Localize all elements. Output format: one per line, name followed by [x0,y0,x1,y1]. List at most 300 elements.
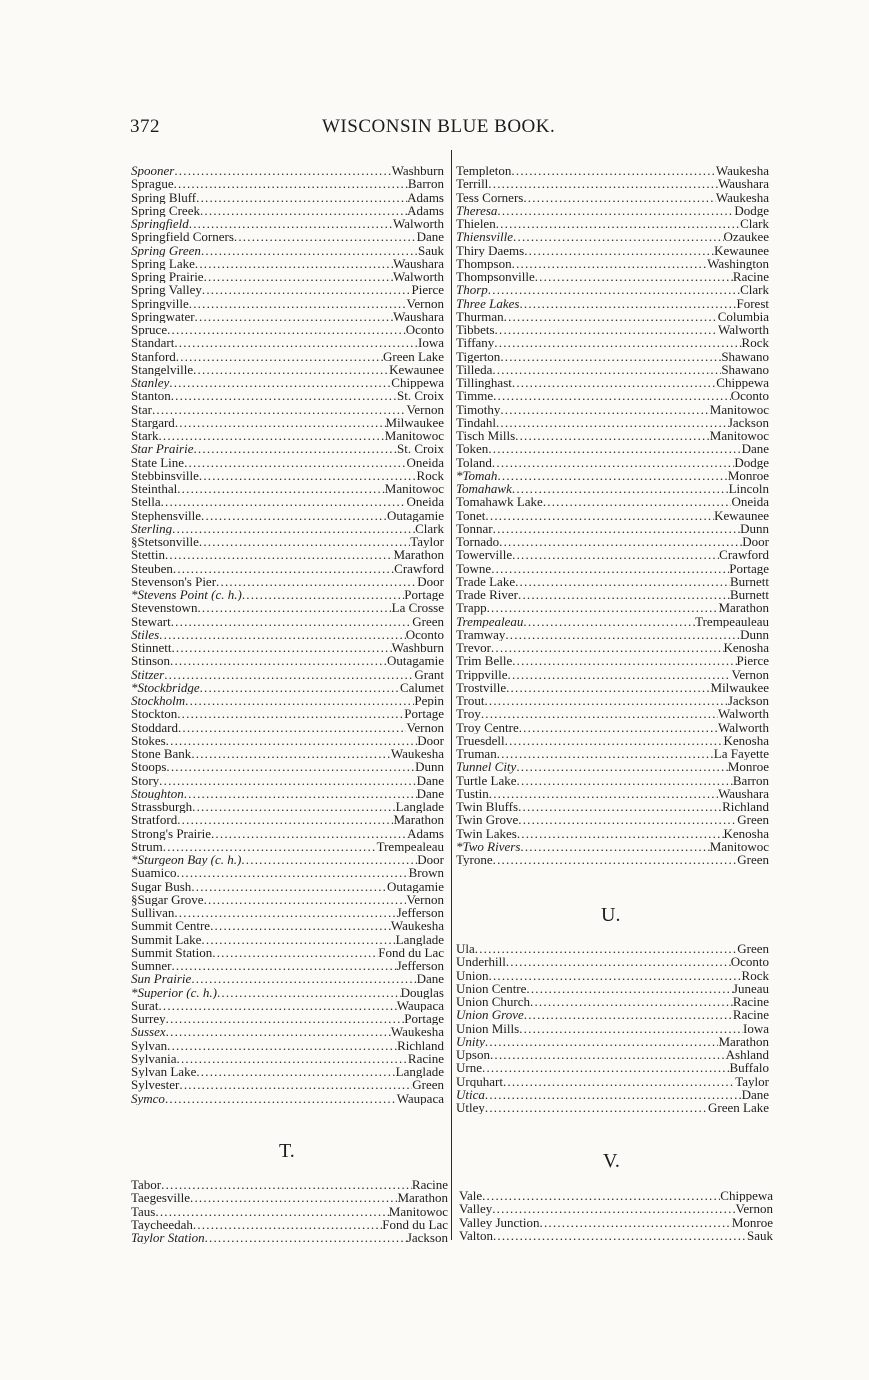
place-entry [131,707,444,720]
dot-leader [493,389,731,402]
place-name: Tustin [456,786,489,800]
book-title: WISCONSIN BLUE BOOK. [322,116,556,137]
place-entry [456,257,769,270]
place-entry [131,760,444,773]
place-name: Sylvester [131,1078,180,1092]
dot-leader [530,995,733,1008]
dot-leader [488,177,718,190]
county-name: Waushara [393,256,444,270]
place-name: Stone Bank [131,747,192,761]
place-name: Stargard [131,415,175,429]
place-name: Trade Lake [456,574,516,588]
place-entry [456,1075,769,1088]
county-name: Shawano [721,349,769,363]
place-name: Sylvan [131,1038,168,1052]
dot-leader [512,654,736,667]
county-name: Richland [722,800,769,814]
dot-leader [171,389,397,402]
county-name: Barron [732,773,769,787]
dot-leader [543,495,732,508]
page-number: 372 [130,116,160,137]
county-name: Waushara [718,786,769,800]
county-name: Jefferson [396,959,444,973]
place-name: Timothy [456,402,501,416]
place-name: Stangelville [131,362,194,376]
place-name: Stettin [131,548,165,562]
county-name: Ozaukee [723,230,769,244]
county-name: Adams [407,826,444,840]
county-name: Crawford [394,561,444,575]
county-name: Richland [397,1038,444,1052]
dot-leader [169,376,391,389]
place-entry [456,1022,769,1035]
place-entry [131,297,444,310]
county-name: Adams [407,190,444,204]
dot-leader [217,986,401,999]
county-name: Monroe [727,760,769,774]
county-name: St. Croix [397,389,444,403]
dot-leader [159,628,406,641]
dot-leader [192,800,395,813]
dot-leader [493,522,740,535]
place-entry [456,942,769,955]
county-name: Portage [404,588,444,602]
county-name: Manitowoc [709,429,769,443]
county-name: Waukesha [390,1025,444,1039]
place-name: Trade River [456,588,518,602]
place-name: Theresa [456,203,498,217]
section-v-list [459,1189,773,1242]
dot-leader [190,1191,397,1204]
dot-leader [166,1012,405,1025]
county-name: Door [417,574,444,588]
dot-leader [197,601,391,614]
place-name: Symco [131,1091,165,1105]
place-entry [456,469,769,482]
dot-leader [166,760,415,773]
place-name: Stitzer [131,667,165,681]
place-name: *Sturgeon Bay (c. h.) [131,853,242,867]
place-entry [131,1065,444,1078]
place-entry [456,694,769,707]
dot-leader [524,1008,733,1021]
place-name: Spooner [131,164,175,178]
place-entry [131,1025,444,1038]
dot-leader [491,641,724,654]
county-name: Kenosha [723,733,769,747]
place-entry [131,654,444,667]
place-entry [131,270,444,283]
place-entry [131,787,444,800]
county-name: Sauk [747,1228,773,1242]
county-name: Dane [416,230,444,244]
place-name: Spring Prairie [131,270,204,284]
place-name: Tiffany [456,336,495,350]
county-name: Milwaukee [385,415,444,429]
place-entry [131,283,444,296]
place-entry [456,1008,769,1021]
county-name: Washburn [391,164,444,178]
place-entry [456,1061,769,1074]
place-name: Spring Bluff [131,190,197,204]
county-name: Columbia [717,309,769,323]
dot-leader [241,853,417,866]
place-entry [131,469,444,482]
column-divider [451,150,452,1240]
place-name: Spring Valley [131,283,202,297]
county-name: Taylor [410,535,444,549]
dot-leader [489,787,718,800]
place-entry [131,389,444,402]
place-name: Trout [456,694,485,708]
county-name: Green [737,813,769,827]
place-name: Turtle Lake [456,773,517,787]
place-entry [131,575,444,588]
place-name: Tomahawk Lake [456,495,543,509]
place-entry [131,906,444,919]
dot-leader [497,204,734,217]
dot-leader [177,1052,408,1065]
county-name: Rock [741,968,769,982]
county-name: Walworth [718,323,769,337]
place-entry [456,456,769,469]
place-entry [456,204,769,217]
dot-leader [167,1039,397,1052]
place-name: Spring Lake [131,256,195,270]
place-entry [131,827,444,840]
place-entry [131,641,444,654]
dot-leader [193,363,389,376]
county-name: Kewaunee [714,243,769,257]
place-name: Tibbets [456,323,495,337]
place-entry [131,1178,448,1191]
county-name: Sauk [418,243,444,257]
county-name: Langlade [395,1065,444,1079]
dot-leader [171,641,391,654]
place-entry [456,628,769,641]
dot-leader [202,283,412,296]
dot-leader [515,575,730,588]
place-entry [131,800,444,813]
place-name: Valton [459,1228,493,1242]
place-name: Story [131,773,160,787]
dot-leader [496,416,728,429]
place-entry [459,1229,773,1242]
place-name: Stevenstown [131,601,198,615]
place-entry [456,270,769,283]
place-entry [456,191,769,204]
county-name: Kewaunee [714,508,769,522]
place-name: Urquhart [456,1074,503,1088]
place-name: Surrey [131,1012,166,1026]
dot-leader [535,270,733,283]
county-name: Shawano [721,362,769,376]
county-name: Lincoln [728,482,769,496]
place-name: Terrill [456,177,489,191]
dot-leader [211,827,407,840]
place-name: Three Lakes [456,296,520,310]
place-entry [131,509,444,522]
place-entry [131,1039,444,1052]
county-name: Dunn [415,760,444,774]
place-name: Timme [456,389,494,403]
dot-leader [497,469,727,482]
dot-leader [499,535,742,548]
county-name: Vernon [406,892,444,906]
dot-leader [242,588,404,601]
dot-leader [491,562,729,575]
county-name: Oconto [730,955,769,969]
place-name: Stockton [131,707,178,721]
dot-leader [497,747,714,760]
dot-leader [167,323,406,336]
dot-leader [487,601,719,614]
county-name: Milwaukee [710,680,769,694]
place-name: Union Mills [456,1021,520,1035]
dot-leader [199,469,417,482]
dot-leader [505,734,724,747]
county-name: Marathon [393,548,444,562]
place-entry [131,535,444,548]
place-name: Thompsonville [456,270,535,284]
place-entry [131,1052,444,1065]
dot-leader [489,969,742,982]
place-entry [131,191,444,204]
county-name: La Crosse [391,601,444,615]
place-name: Strum [131,839,163,853]
place-entry [456,230,769,243]
place-entry [456,177,769,190]
county-name: Oneida [731,495,769,509]
place-entry [131,1191,448,1204]
county-name: Walworth [393,270,444,284]
place-entry [131,681,444,694]
dot-leader [163,840,377,853]
place-name: Stanford [131,349,176,363]
place-entry [131,1205,448,1218]
place-entry [131,548,444,561]
place-name: Stanley [131,376,170,390]
county-name: Racine [407,1051,444,1065]
dot-leader [485,1101,708,1114]
county-name: Washington [707,256,769,270]
dot-leader [189,217,393,230]
county-name: Green [737,942,769,956]
place-entry [131,747,444,760]
place-entry [456,654,769,667]
place-name: Stratford [131,813,178,827]
dot-leader [196,191,407,204]
place-entry [131,694,444,707]
place-entry [131,323,444,336]
place-name: Spruce [131,323,168,337]
place-name: Trevor [456,641,491,655]
county-name: Manitowoc [384,429,444,443]
place-name: Sullivan [131,906,175,920]
county-name: Jackson [727,415,769,429]
place-entry [131,986,444,999]
place-name: Upson [456,1048,490,1062]
county-name: Waukesha [390,747,444,761]
place-entry [131,1231,448,1244]
dot-leader [519,1022,743,1035]
place-entry [459,1202,773,1215]
place-name: Springville [131,296,189,310]
place-entry [131,999,444,1012]
place-name: Valley Junction [459,1215,540,1229]
place-entry [456,442,769,455]
place-name: Stoddard [131,720,178,734]
place-entry [456,787,769,800]
dot-leader [523,615,695,628]
dot-leader [494,336,741,349]
dot-leader [165,1092,397,1105]
place-entry [131,840,444,853]
county-name: Rock [741,336,769,350]
place-entry [131,522,444,535]
county-name: Clark [740,283,769,297]
county-name: Portage [404,1012,444,1026]
place-entry [456,721,769,734]
place-name: Tyrone [456,853,493,867]
place-name: Truman [456,747,497,761]
dot-leader [508,668,732,681]
dot-leader [512,257,708,270]
dot-leader [161,495,407,508]
place-name: Toland [456,455,492,469]
place-entry [131,853,444,866]
county-name: Dunn [740,521,769,535]
place-entry [131,1218,448,1231]
place-entry [131,972,444,985]
dot-leader [200,681,400,694]
place-entry [131,601,444,614]
county-name: Waupaca [396,998,444,1012]
place-name: Tess Corners [456,190,524,204]
place-entry [131,628,444,641]
county-name: Iowa [743,1021,769,1035]
dot-leader [492,1202,735,1215]
place-name: Star [131,402,152,416]
place-name: Standart [131,336,175,350]
place-entry [456,363,769,376]
county-name: Dane [416,972,444,986]
place-name: Stella [131,495,161,509]
place-name: §Sugar Grove [131,892,204,906]
county-name: Dane [416,773,444,787]
dot-leader [485,1035,719,1048]
county-name: Vernon [406,296,444,310]
county-name: Waukesha [390,919,444,933]
dot-leader [191,880,387,893]
dot-leader [177,866,409,879]
county-name: Clark [740,217,769,231]
county-name: Chippewa [391,376,444,390]
dot-leader [496,217,740,230]
dot-leader [484,694,727,707]
place-entry [456,955,769,968]
dot-leader [503,1075,735,1088]
county-name: Calumet [399,680,444,694]
dot-leader [216,575,417,588]
place-name: Summit Centre [131,919,211,933]
place-name: Stinson [131,654,171,668]
section-u-list [456,942,769,1114]
county-name: Walworth [718,707,769,721]
dot-leader [518,813,737,826]
county-name: Green [412,614,444,628]
place-name: Summit Station [131,945,213,959]
section-heading-u: U. [601,904,621,926]
place-name: Steinthal [131,482,178,496]
place-name: Taegesville [131,1191,191,1205]
place-entry [131,244,444,257]
place-name: Trim Belle [456,654,513,668]
county-name: Adams [407,203,444,217]
place-name: §Stetsonville [131,535,199,549]
place-name: Tonet [456,508,486,522]
place-name: Templeton [456,164,512,178]
place-entry [456,310,769,323]
dot-leader [488,283,740,296]
county-name: Door [417,853,444,867]
dot-leader [512,548,719,561]
place-entry [131,482,444,495]
place-entry [456,681,769,694]
place-name: Twin Grove [456,813,519,827]
dot-leader [506,681,710,694]
county-name: Portage [404,707,444,721]
place-entry [456,995,769,1008]
place-name: Truesdell [456,733,505,747]
dot-leader [500,403,709,416]
place-name: Taycheedah [131,1217,193,1231]
dot-leader [212,946,378,959]
county-name: Barron [407,177,444,191]
county-name: Monroe [731,1215,773,1229]
place-name: Troy Centre [456,720,519,734]
county-name: Marathon [397,1191,448,1205]
dot-leader [204,893,407,906]
dot-leader [526,982,732,995]
place-entry [456,429,769,442]
dot-leader [184,456,406,469]
county-name: Racine [732,270,769,284]
place-name: Taus [131,1204,156,1218]
dot-leader [493,1229,747,1242]
place-name: Stockholm [131,694,186,708]
dot-leader [205,1231,407,1244]
county-name: Pierce [411,283,444,297]
place-entry [131,615,444,628]
county-name: Manitowoc [384,482,444,496]
place-entry [131,1092,444,1105]
place-entry [131,734,444,747]
county-name: Outagamie [386,879,444,893]
county-name: Outagamie [386,654,444,668]
county-name: Dodge [734,455,769,469]
county-name: Vernon [735,1202,773,1216]
county-name: Dane [741,442,769,456]
place-name: Strassburgh [131,800,193,814]
place-entry [456,522,769,535]
place-entry [456,244,769,257]
county-name: Dane [416,786,444,800]
place-name: Trippville [456,667,508,681]
county-name: Waukesha [715,164,769,178]
place-entry [131,774,444,787]
county-name: Burnett [730,574,769,588]
